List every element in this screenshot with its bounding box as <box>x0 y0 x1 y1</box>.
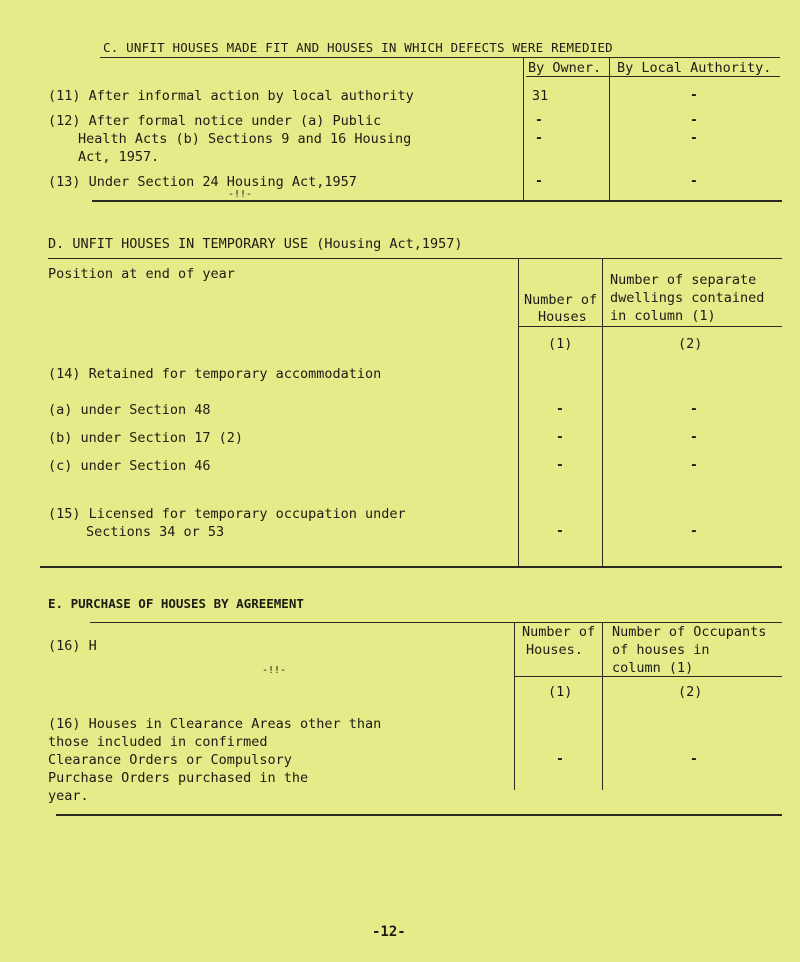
section-e-top-rule <box>90 622 782 623</box>
row-16-label-l2: those included in confirmed <box>48 734 268 750</box>
row-15-label-l1: (15) Licensed for temporary occupation under <box>48 506 406 522</box>
page-number: -12- <box>372 924 406 940</box>
section-e-title: E. PURCHASE OF HOUSES BY AGREEMENT <box>48 596 304 611</box>
section-e-divider-1 <box>514 622 515 790</box>
row-15-col2: - <box>690 524 698 539</box>
section-d-divider-1 <box>518 258 519 566</box>
col-number-of-houses-e-l1: Number of <box>522 624 596 640</box>
col-number-of-houses-header-l1: Number of <box>524 292 598 308</box>
section-c-divider-2 <box>609 58 610 200</box>
row-12-label-line3: Act, 1957. <box>78 149 160 165</box>
col-separate-dwellings-header-l3: in column (1) <box>610 308 716 324</box>
col-number-of-houses-header-l2: Houses <box>538 309 587 325</box>
section-d-header-rule <box>518 326 782 327</box>
section-d-top-rule <box>48 258 782 259</box>
row-14b-label: (b) under Section 17 (2) <box>48 430 244 446</box>
row-14-label: (14) Retained for temporary accommodation <box>48 366 382 382</box>
row-13-authority: - <box>690 174 698 189</box>
row-15-col1: - <box>556 524 564 539</box>
row-15-label-l2: Sections 34 or 53 <box>86 524 225 540</box>
col-occupants-e-l2: of houses in <box>612 642 710 658</box>
row-14b-col1: - <box>556 430 564 445</box>
col1-number: (1) <box>548 336 573 352</box>
col-occupants-e-l3: column (1) <box>612 660 694 676</box>
row-14a-col1: - <box>556 402 564 417</box>
ink-mark-e: -!!- <box>262 665 287 676</box>
section-d-title: D. UNFIT HOUSES IN TEMPORARY USE (Housing Act,1957) <box>48 236 463 252</box>
col-occupants-e-l1: Number of Occupants <box>612 624 767 640</box>
row-14a-label: (a) under Section 48 <box>48 402 211 418</box>
ink-mark: -!!- <box>228 189 253 200</box>
row-12b-owner: - <box>535 131 543 146</box>
col-separate-dwellings-header-l2: dwellings contained <box>610 290 765 306</box>
col-by-local-authority-header: By Local Authority. <box>617 60 772 76</box>
row-14b-col2: - <box>690 430 698 445</box>
row-11-label: (11) After informal action by local authority <box>48 88 414 104</box>
section-c-bottom-rule <box>92 200 782 202</box>
col-number-of-houses-e-l2: Houses. <box>526 642 583 658</box>
col-by-owner-header: By Owner. <box>528 60 602 76</box>
row-12-owner: - <box>535 113 543 128</box>
section-c-divider-1 <box>523 58 524 200</box>
row-13-owner: - <box>535 174 543 189</box>
col2-number-e: (2) <box>678 684 703 700</box>
row-16-label-l1: (16) Houses in Clearance Areas other than <box>48 716 382 732</box>
section-e-divider-2 <box>602 622 603 790</box>
row-16-col1: - <box>556 752 564 767</box>
row-12-label-line2: Health Acts (b) Sections 9 and 16 Housing <box>78 131 412 147</box>
position-header: Position at end of year <box>48 266 235 282</box>
row-14c-label: (c) under Section 46 <box>48 458 211 474</box>
section-d-divider-2 <box>602 258 603 566</box>
row-12-authority: - <box>690 113 698 128</box>
section-c-top-rule <box>100 57 780 58</box>
section-d-bottom-rule <box>40 566 782 568</box>
row-16-label-l3: Clearance Orders or Compulsory <box>48 752 292 768</box>
col2-number: (2) <box>678 336 703 352</box>
col1-number-e: (1) <box>548 684 573 700</box>
section-e-header-rule <box>514 676 782 677</box>
row-14c-col2: - <box>690 458 698 473</box>
row-14a-col2: - <box>690 402 698 417</box>
row-11-owner: 31 <box>531 88 549 104</box>
row-12-label: (12) After formal notice under (a) Public <box>48 113 382 129</box>
col-separate-dwellings-header-l1: Number of separate <box>610 272 757 288</box>
section-e-bottom-rule <box>56 814 782 816</box>
section-c-header-rule <box>526 76 780 77</box>
row-16-col2: - <box>690 752 698 767</box>
row-11-authority: - <box>690 88 698 103</box>
row-16-label-l4: Purchase Orders purchased in the <box>48 770 309 786</box>
row-16-heading: (16) H <box>48 638 97 654</box>
row-14c-col1: - <box>556 458 564 473</box>
row-13-label: (13) Under Section 24 Housing Act,1957 <box>48 174 357 190</box>
section-c-title: C. UNFIT HOUSES MADE FIT AND HOUSES IN WHICH DEFECTS WERE REMEDIED <box>103 40 613 55</box>
row-12b-authority: - <box>690 131 698 146</box>
row-16-label-l5: year. <box>48 788 89 804</box>
